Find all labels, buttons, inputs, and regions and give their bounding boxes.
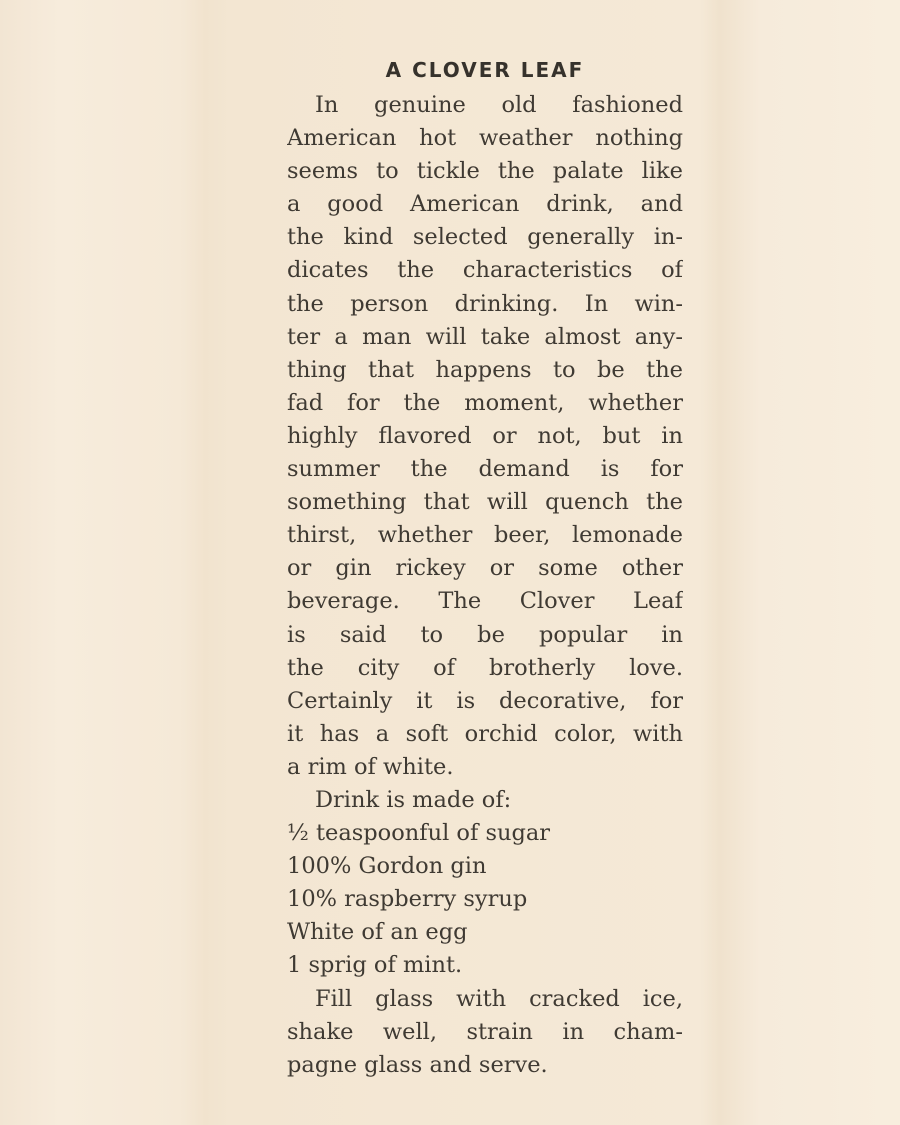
recipe-intro: Drink is made of: <box>315 786 512 813</box>
ingredient-list <box>287 817 683 982</box>
text-line: it has a soft orchid color, with <box>287 720 683 747</box>
article-paragraph <box>287 89 683 784</box>
text-line: pagne glass and serve. <box>287 1051 548 1078</box>
text-line: a rim of white. <box>287 753 454 780</box>
text-line: something that will quench the <box>287 489 683 516</box>
text-line: beverage. The Clover Leaf <box>287 588 683 615</box>
text-line: In genuine old fashioned <box>315 92 683 118</box>
text-line: dicates the characteristics of <box>287 257 683 284</box>
text-line: is said to be popular in <box>287 621 683 648</box>
article-column <box>287 52 683 1082</box>
text-line: shake well, strain in cham- <box>287 1018 683 1045</box>
instructions-paragraph <box>287 983 683 1082</box>
text-line: ter a man will take almost any- <box>287 323 683 350</box>
ingredient-item: 1 sprig of mint. <box>287 952 463 979</box>
text-line: Certainly it is decorative, for <box>287 687 683 714</box>
text-line: the city of brotherly love. <box>287 654 683 681</box>
text-line: American hot weather nothing <box>287 125 683 152</box>
ingredient-item: 100% Gordon gin <box>287 853 487 880</box>
article-title: A CLOVER LEAF <box>385 58 585 82</box>
text-line: thirst, whether beer, lemonade <box>287 522 683 549</box>
text-line: the kind selected generally in- <box>287 224 683 251</box>
text-line: Fill glass with cracked ice, <box>315 985 683 1012</box>
ingredient-item: ½ teaspoonful of sugar <box>287 820 551 847</box>
text-line: highly flavored or not, but in <box>287 422 683 449</box>
ingredient-item: 10% raspberry syrup <box>287 886 528 913</box>
text-line: the person drinking. In win- <box>287 290 683 317</box>
text-line: fad for the moment, whether <box>287 389 683 416</box>
text-line: or gin rickey or some other <box>287 555 683 582</box>
text-line: thing that happens to be the <box>287 356 683 383</box>
text-line: summer the demand is for <box>287 456 683 483</box>
ingredient-item: White of an egg <box>287 919 468 946</box>
text-line: seems to tickle the palate like <box>287 158 683 185</box>
text-line: a good American drink, and <box>287 191 683 218</box>
